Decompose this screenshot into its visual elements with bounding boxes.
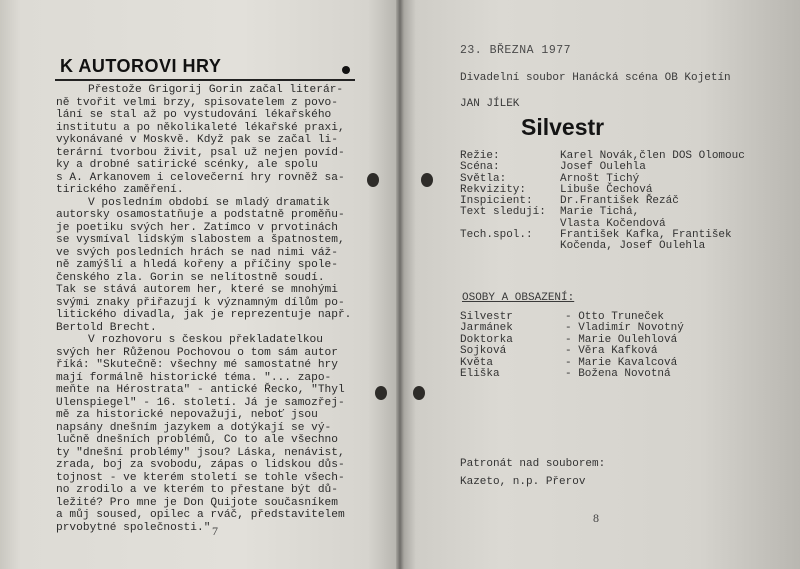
credit-role: Světla:	[460, 172, 507, 185]
credits-list	[460, 151, 800, 253]
credit-name: Marie Tichá,	[560, 206, 640, 219]
article-line: ně tvořit velmi brzy, spisovatelem z povo-	[56, 96, 338, 109]
credit-name: Libuše Čechová	[560, 183, 653, 196]
credit-row	[460, 241, 800, 252]
cast-actor: - Vladimír Novotný	[565, 322, 684, 335]
article-line: mě za historické nepovažuji, neboť jsou	[56, 409, 318, 421]
article-line: V rozhovoru s českou překladatelkou	[88, 334, 323, 346]
article-line: a můj soused, opilec a rváč, představitelem	[56, 509, 345, 521]
patron-label: Patronát nad souborem:	[460, 458, 606, 470]
article-line: Přestože Grigorij Gorin začal literár-	[88, 84, 344, 96]
credit-name: Dr.František Řezáč	[560, 195, 679, 208]
cast-actor: - Marie Oulehlová	[565, 333, 678, 346]
section-heading: K AUTOROVI HRY	[60, 56, 222, 76]
heading-underline	[55, 79, 355, 81]
credit-name: Arnošt Tichý	[560, 172, 640, 185]
book-spine	[396, 0, 404, 569]
article-line: terární tvorbou živit, psal už nejen povíd-	[56, 146, 345, 159]
cast-role: Eliška	[460, 367, 500, 380]
cast-role: Silvestr	[460, 311, 513, 323]
page-number-left: 7	[212, 524, 218, 538]
article-line: mají formálně historické téma. "... zapo-	[56, 371, 332, 384]
cast-role: Květa	[460, 356, 494, 369]
article-body	[56, 84, 376, 534]
credit-name: František Kafka, František	[560, 229, 732, 242]
article-line: Tak se stává autorem her, které se mnohými	[56, 284, 338, 296]
ensemble-name: Divadelní soubor Hanácká scéna OB Kojetín	[460, 72, 731, 84]
cast-row	[460, 369, 760, 380]
credit-row	[460, 162, 800, 173]
staple-hole	[421, 173, 433, 187]
performance-date: 23. BŘEZNA 1977	[460, 44, 572, 57]
article-line: V posledním období se mladý dramatik	[88, 196, 330, 209]
article-line: s A. Arkanovem i celovečerní hry rovněž sa-	[56, 171, 345, 184]
patron-value: Kazeto, n.p. Přerov	[460, 476, 586, 488]
article-line: ky a drobné satirické scénky, ale spolu	[56, 159, 318, 171]
article-line: prvobytné společnosti."	[56, 521, 211, 534]
article-line: ležité? Pro mne je Don Quijote současníkem	[56, 496, 338, 509]
article-line: svých her Růženou Pochovou o tom sám autor	[56, 346, 338, 359]
article-line: ně zamýšlí a hledá kořeny a příčiny spole-	[56, 259, 338, 271]
credit-role: Inspicient:	[460, 195, 533, 208]
cast-actor: - Věra Kafková	[565, 345, 658, 358]
play-author: JAN JÍLEK	[460, 98, 520, 110]
article-line: napsány dnešním jazykem a dotýkají se vý-	[56, 421, 332, 434]
cast-row	[460, 346, 760, 357]
credit-name: Karel Novák,člen DOS Olomouc	[560, 150, 745, 162]
credit-role: Scéna:	[460, 161, 500, 174]
article-line: tirického zaměření.	[56, 184, 184, 196]
cast-actor: - Otto Truneček	[565, 311, 665, 323]
article-line: vykonávané v Moskvě. Když pak se začal li-	[56, 134, 338, 146]
cast-heading: OSOBY A OBSAZENÍ:	[462, 292, 575, 304]
article-line: lučně dnešních problémů, Co to ale všechno	[56, 434, 338, 446]
cast-role: Jarmánek	[460, 322, 513, 335]
bullet-dot	[342, 66, 350, 74]
article-line: autorsky osamostatňuje a podstatně proměňu-	[56, 209, 345, 221]
credit-role: Režie:	[460, 150, 500, 162]
credit-name: Vlasta Kočendová	[560, 217, 666, 230]
article-line: meňte na Hérostrata" - antické Řecko, "Thyl	[56, 384, 345, 396]
cast-actor: - Božena Novotná	[565, 367, 671, 380]
article-line: Bertold Brecht.	[56, 321, 157, 334]
article-line: ty "dnešní problémy" jsou? Láska, nenávist,	[56, 446, 345, 459]
article-line: institutu a po několikaleté lékařské praxi,	[56, 121, 345, 134]
cast-role: Doktorka	[460, 333, 513, 346]
article-line: ve svých posledních hrách se nad nimi váž-	[56, 246, 338, 259]
article-line: no zrodilo a ve kterém to přestane být dů-	[56, 484, 338, 496]
cast-actor: - Marie Kavalcová	[565, 356, 678, 369]
credit-role: Text sledují:	[460, 206, 546, 219]
credit-name: Kočenda, Josef Oulehla	[560, 240, 706, 253]
article-line: lání se stal až po vystudování lékařského	[56, 109, 332, 121]
article-line: litického divadla, jak je reprezentuje např.	[56, 309, 352, 321]
play-title: Silvestr	[521, 114, 605, 140]
staple-hole	[413, 386, 425, 400]
cast-role: Sojková	[460, 345, 507, 358]
right-page	[400, 0, 800, 569]
credit-role: Rekvizity:	[460, 183, 527, 196]
article-line: zrada, boj za svobodu, zápas o lidskou důs-	[56, 459, 345, 471]
cast-list	[460, 312, 760, 380]
page-number-right: 8	[593, 511, 599, 525]
article-line: Ulenspiegel" - 16. století. Já je samozřej-	[56, 396, 345, 409]
article-line: svými znaky přiřazují k významným dílům po-	[56, 296, 345, 309]
article-line: se vysmíval lidským slabostem a špatnostem,	[56, 234, 345, 246]
article-line: čenského zla. Gorin se nelítostně soudí.	[56, 271, 325, 284]
credit-name: Josef Oulehla	[560, 161, 646, 174]
staple-hole	[375, 386, 387, 400]
article-line: tojnost - ve kterém století se tohle všech-	[56, 471, 345, 484]
article-line: je poetiku svých her. Zatímco v prvotinách	[56, 221, 338, 234]
staple-hole	[367, 173, 379, 187]
article-line: říká: "Skutečně: všechny mé samostatné hry	[56, 359, 338, 371]
credit-role: Tech.spol.:	[460, 229, 533, 242]
